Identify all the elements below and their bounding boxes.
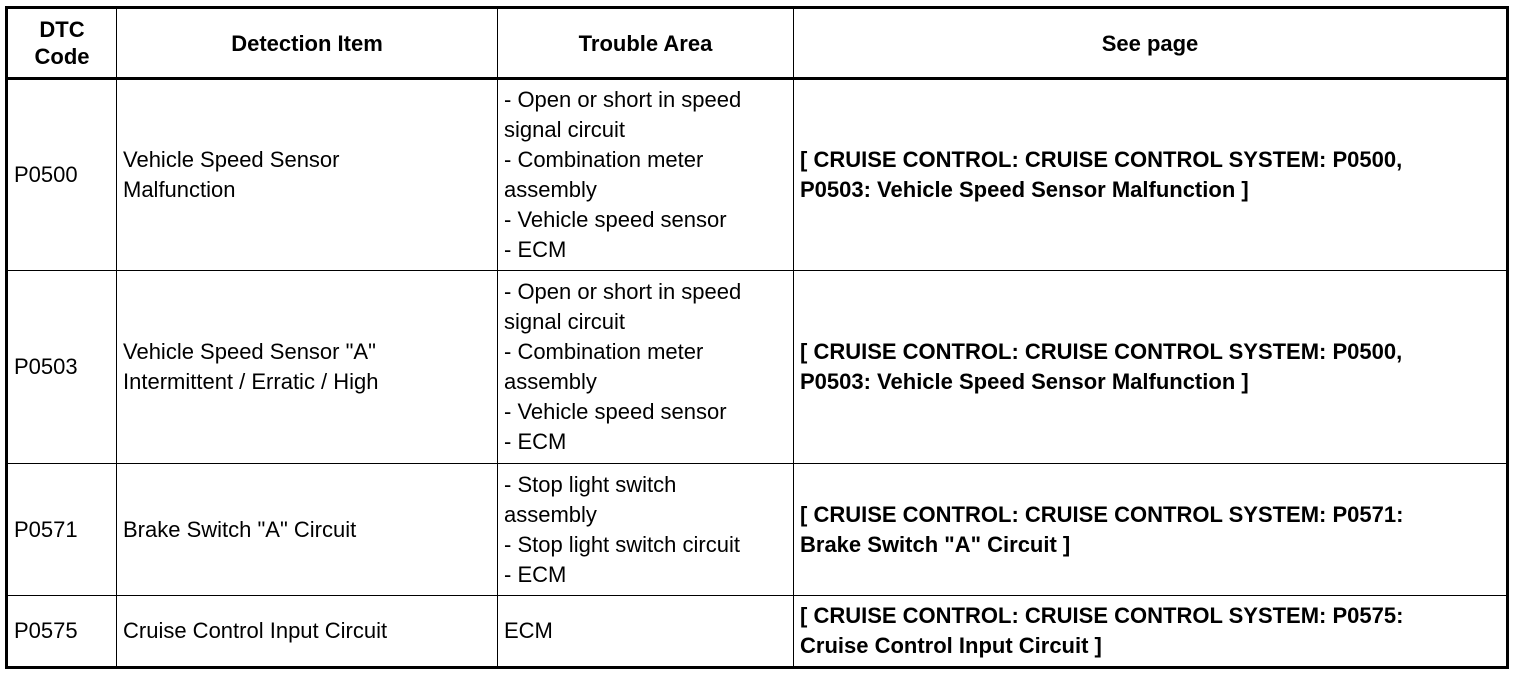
detection-item-cell bbox=[117, 596, 498, 668]
table-row bbox=[7, 271, 1508, 464]
detection-item-line: Brake Switch "A" Circuit bbox=[123, 516, 357, 542]
detection-item-line: Malfunction bbox=[123, 177, 236, 202]
table-body bbox=[7, 79, 1508, 668]
table-row bbox=[7, 79, 1508, 271]
trouble-area-line: - Stop light switch bbox=[504, 471, 677, 497]
detection-item-line: Cruise Control Input Circuit bbox=[123, 618, 388, 643]
header-row bbox=[7, 8, 1508, 79]
dtc-code-cell: P0575 bbox=[7, 596, 117, 668]
detection-item-line: Vehicle Speed Sensor "A" bbox=[123, 339, 376, 364]
trouble-area-line: - Combination meter bbox=[504, 339, 704, 364]
dtc-code-cell: P0503 bbox=[7, 271, 117, 464]
trouble-area-line: - Stop light switch circuit bbox=[504, 531, 740, 557]
see-page-line: Brake Switch "A" Circuit ] bbox=[800, 531, 1071, 557]
trouble-area-line: signal circuit bbox=[504, 117, 626, 142]
trouble-area-line: ECM bbox=[504, 618, 553, 643]
trouble-area-cell bbox=[498, 271, 794, 464]
trouble-area-line: - Vehicle speed sensor bbox=[504, 207, 727, 232]
trouble-area-line: assembly bbox=[504, 369, 597, 394]
detection-item-cell bbox=[117, 79, 498, 271]
trouble-area-line: - ECM bbox=[504, 237, 567, 262]
trouble-area-line: - ECM bbox=[504, 429, 567, 454]
header-trouble-area: Trouble Area bbox=[498, 8, 794, 79]
see-page-cell bbox=[794, 271, 1508, 464]
dtc-table bbox=[5, 6, 1509, 669]
trouble-area-cell bbox=[498, 596, 794, 668]
see-page-cell bbox=[794, 464, 1508, 596]
see-page-line: [ CRUISE CONTROL: CRUISE CONTROL SYSTEM: P0571: bbox=[800, 501, 1404, 527]
table-row bbox=[7, 596, 1508, 668]
trouble-area-line: - Open or short in speed bbox=[504, 87, 742, 112]
trouble-area-line: - Vehicle speed sensor bbox=[504, 399, 727, 424]
see-page-line: [ CRUISE CONTROL: CRUISE CONTROL SYSTEM: P0575: bbox=[800, 603, 1404, 628]
header-dtc-code bbox=[7, 8, 117, 79]
see-page-cell bbox=[794, 596, 1508, 668]
trouble-area-line: - Open or short in speed bbox=[504, 279, 742, 304]
trouble-area-line: signal circuit bbox=[504, 309, 626, 334]
see-page-line: P0503: Vehicle Speed Sensor Malfunction ] bbox=[800, 369, 1249, 394]
detection-item-line: Intermittent / Erratic / High bbox=[123, 369, 379, 394]
header-see-page: See page bbox=[794, 8, 1508, 79]
detection-item-cell bbox=[117, 271, 498, 464]
header-dtc-code-line2: Code bbox=[34, 44, 90, 69]
header-dtc-code-line1: DTC bbox=[39, 17, 85, 42]
trouble-area-cell bbox=[498, 464, 794, 596]
trouble-area-line: - ECM bbox=[504, 561, 567, 587]
see-page-line: P0503: Vehicle Speed Sensor Malfunction ] bbox=[800, 177, 1249, 202]
see-page-line: Cruise Control Input Circuit ] bbox=[800, 633, 1102, 658]
dtc-code-cell: P0500 bbox=[7, 79, 117, 271]
trouble-area-line: assembly bbox=[504, 501, 597, 527]
see-page-cell bbox=[794, 79, 1508, 271]
see-page-line: [ CRUISE CONTROL: CRUISE CONTROL SYSTEM: P0500, bbox=[800, 147, 1403, 172]
table-row bbox=[7, 464, 1508, 596]
dtc-code-cell: P0571 bbox=[7, 464, 117, 596]
header-detection-item: Detection Item bbox=[117, 8, 498, 79]
detection-item-line: Vehicle Speed Sensor bbox=[123, 147, 340, 172]
trouble-area-line: assembly bbox=[504, 177, 597, 202]
detection-item-cell bbox=[117, 464, 498, 596]
see-page-line: [ CRUISE CONTROL: CRUISE CONTROL SYSTEM: P0500, bbox=[800, 339, 1403, 364]
trouble-area-cell bbox=[498, 79, 794, 271]
trouble-area-line: - Combination meter bbox=[504, 147, 704, 172]
